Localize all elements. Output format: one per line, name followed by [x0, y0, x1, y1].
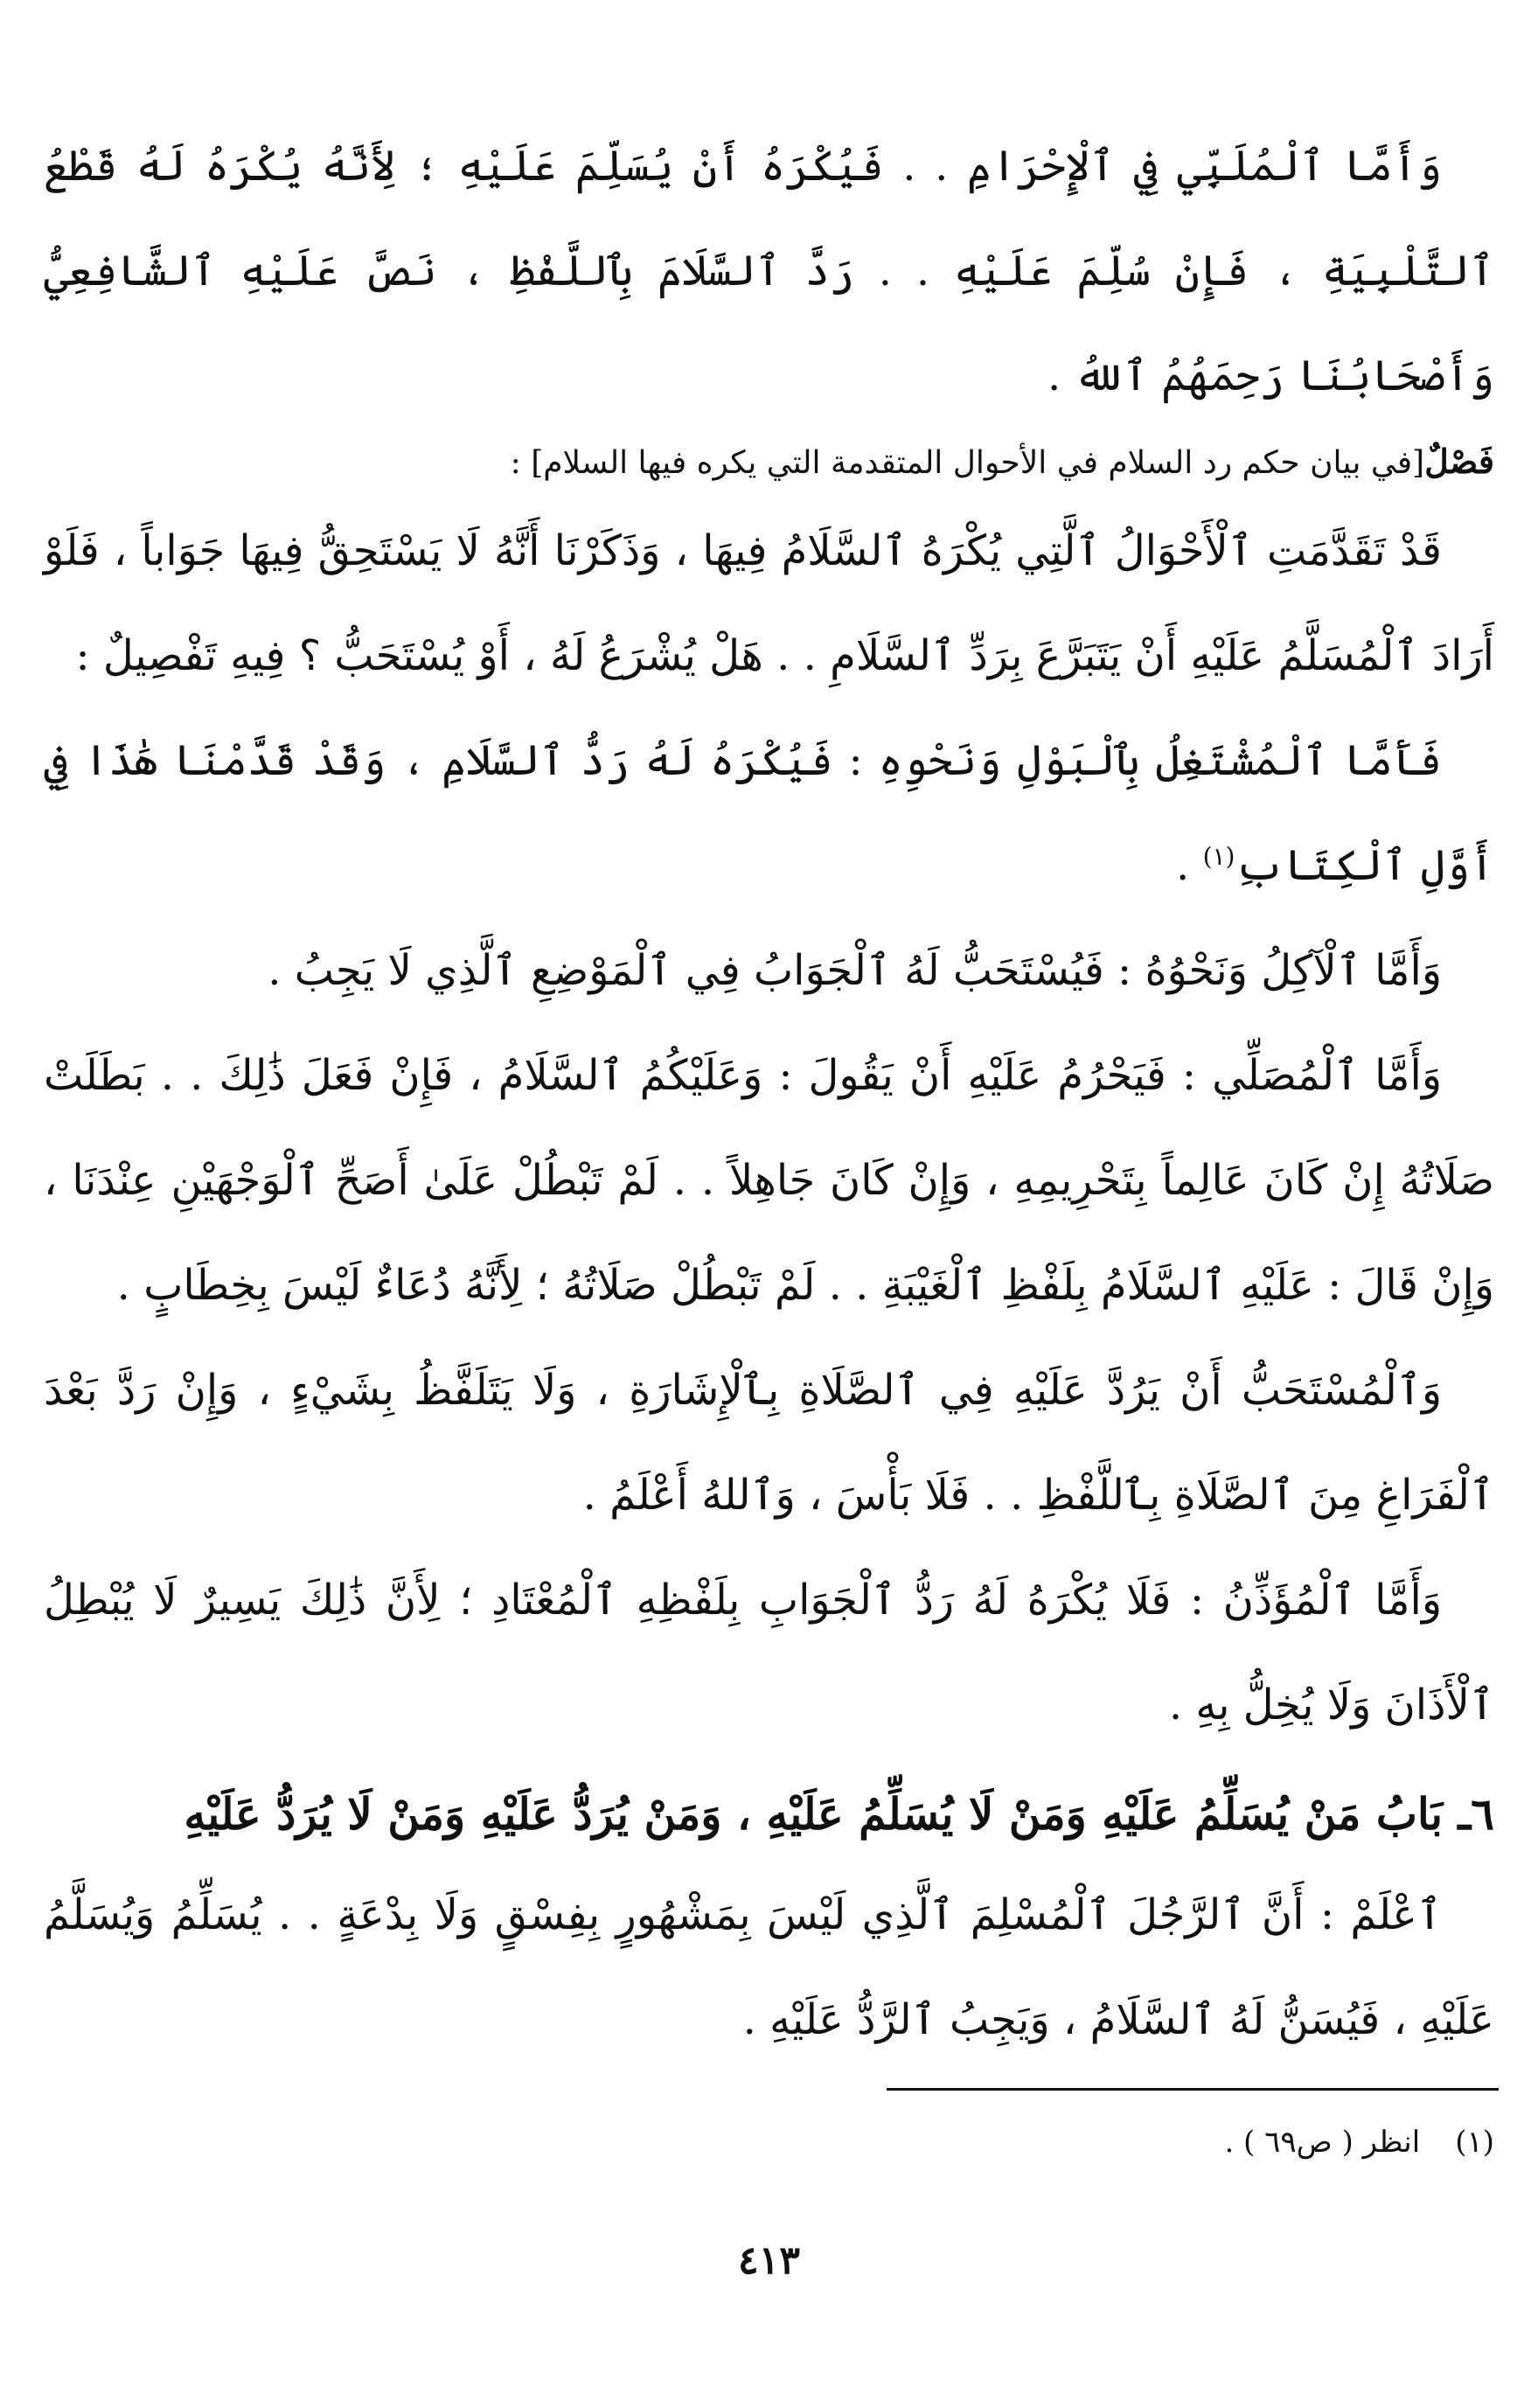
paragraph-praying: وَأَمَّا ٱلْمُصَلِّي : فَيَحْرُمُ عَلَيْهِ أَنْ يَقُولَ : وَعَلَيْكُمُ ٱلسَّلَامُ ، فَإِنْ فَعَلَ ذَٰلِكَ . . بَطَلَتْ صَلَاتُهُ إِنْ كَانَ عَالِماً بِتَحْرِيمِهِ ، وَإِنْ كَانَ جَاهِلاً . . لَمْ تَبْطُلْ عَلَىٰ أَصَحِّ ٱلْوَجْهَيْنِ عِنْدَنَا ، وَإِنْ قَالَ : عَلَيْهِ ٱلسَّلَامُ بِلَفْظِ ٱلْغَيْبَةِ . . لَمْ تَبْطُلْ صَلَاتُهُ ؛ لِأَنَّهُ دُعَاءٌ لَيْسَ بِخِطَابٍ . — [44, 1051, 1494, 1310]
fasl-label: فَصْلٌ — [1424, 442, 1494, 481]
footnote-divider — [887, 2088, 1499, 2091]
paragraph-urinating-text: فَأَمَّا ٱلْمُشْتَغِلُ بِٱلْبَوْلِ وَنَحْوِهِ : فَيُكْرَهُ لَهُ رَدُّ ٱلسَّلَامِ ، وَقَدْ قَدَّمْنَا هَٰذَا فِي أَوَّلِ ٱلْكِتَابِ — [44, 736, 1494, 890]
main-text — [44, 114, 1494, 2072]
paragraph-eating: وَأَمَّا ٱلْآكِلُ وَنَحْوُهُ : فَيُسْتَحَبُّ لَهُ ٱلْجَوَابُ فِي ٱلْمَوْضِعِ ٱلَّذِي لَا يَجِبُ . — [268, 946, 1442, 995]
paragraph-gesture: وَٱلْمُسْتَحَبُّ أَنْ يَرُدَّ عَلَيْهِ فِي ٱلصَّلَاةِ بِٱلْإِشَارَةِ ، وَلَا يَتَلَفَّظُ بِشَيْءٍ ، وَإِنْ رَدَّ بَعْدَ ٱلْفَرَاغِ مِنَ ٱلصَّلَاةِ بِٱللَّفْظِ . . فَلَا بَأْسَ ، وَٱللهُ أَعْلَمُ . — [44, 1366, 1494, 1520]
paragraph-muhrim: وَأَمَّا ٱلْمُلَبِّي فِي ٱلْإِحْرَامِ . . فَيُكْرَهُ أَنْ يُسَلِّمَ عَلَيْهِ ؛ لِأَنَّهُ يُكْرَهُ لَهُ قَطْعُ ٱلتَّلْبِيَةِ ، فَإِنْ سُلِّمَ عَلَيْهِ . . رَدَّ ٱلسَّلَامَ بِٱللَّفْظِ ، نَصَّ عَلَيْهِ ٱلشَّافِعِيُّ وَأَصْحَابُنَا رَحِمَهُمُ ٱللهُ . — [44, 142, 1494, 400]
footnote-reference: (١) — [1202, 842, 1235, 871]
footnote-number: (١) — [1455, 2125, 1494, 2160]
paragraph-muezzin: وَأَمَّا ٱلْمُؤَذِّنُ : فَلَا يُكْرَهُ لَهُ رَدُّ ٱلْجَوَابِ بِلَفْظِهِ ٱلْمُعْتَادِ ؛ لِأَنَّ ذَٰلِكَ يَسِيرٌ لَا يُبْطِلُ ٱلْأَذَانَ وَلَا يُخِلُّ بِهِ . — [44, 1576, 1494, 1729]
footnote — [1224, 2120, 1494, 2164]
paragraph-urinating — [44, 708, 1494, 918]
section-title: [في بيان حكم رد السلام في الأحوال المتقدمة التي يكره فيها السلام] : — [510, 445, 1425, 481]
section-heading — [44, 435, 1494, 490]
page-number: ٤١٣ — [738, 2238, 800, 2283]
paragraph-intro: قَدْ تَقَدَّمَتِ ٱلْأَحْوَالُ ٱلَّتِي يُكْرَهُ ٱلسَّلَامُ فِيهَا ، وَذَكَرْنَا أَنَّهُ لَا يَسْتَحِقُّ فِيهَا جَوَاباً ، فَلَوْ أَرَادَ ٱلْمُسَلَّمُ عَلَيْهِ أَنْ يَتَبَرَّعَ بِرَدِّ ٱلسَّلَامِ . . هَلْ يُشْرَعُ لَهُ ، أَوْ يُسْتَحَبُّ ؟ فِيهِ تَفْصِيلٌ : — [44, 526, 1494, 680]
footnote-text: انظر ( ص٦٩ ) . — [1224, 2125, 1421, 2160]
paragraph-urinating-end: . — [1176, 841, 1203, 890]
chapter-heading: ٦ـ بَابُ مَنْ يُسَلِّمُ عَلَيْهِ وَمَنْ لَا يُسَلِّمُ عَلَيْهِ ، وَمَنْ يُرَدُّ عَلَيْهِ وَمَنْ لَا يُرَدُّ عَلَيْهِ — [184, 1788, 1494, 1840]
paragraph-chapter-intro: ٱعْلَمْ : أَنَّ ٱلرَّجُلَ ٱلْمُسْلِمَ ٱلَّذِي لَيْسَ بِمَشْهُورٍ بِفِسْقٍ وَلَا بِدْعَةٍ . . يُسَلِّمُ وَيُسَلَّمُ عَلَيْهِ ، فَيُسَنُّ لَهُ ٱلسَّلَامُ ، وَيَجِبُ ٱلرَّدُّ عَلَيْهِ . — [44, 1890, 1494, 2044]
